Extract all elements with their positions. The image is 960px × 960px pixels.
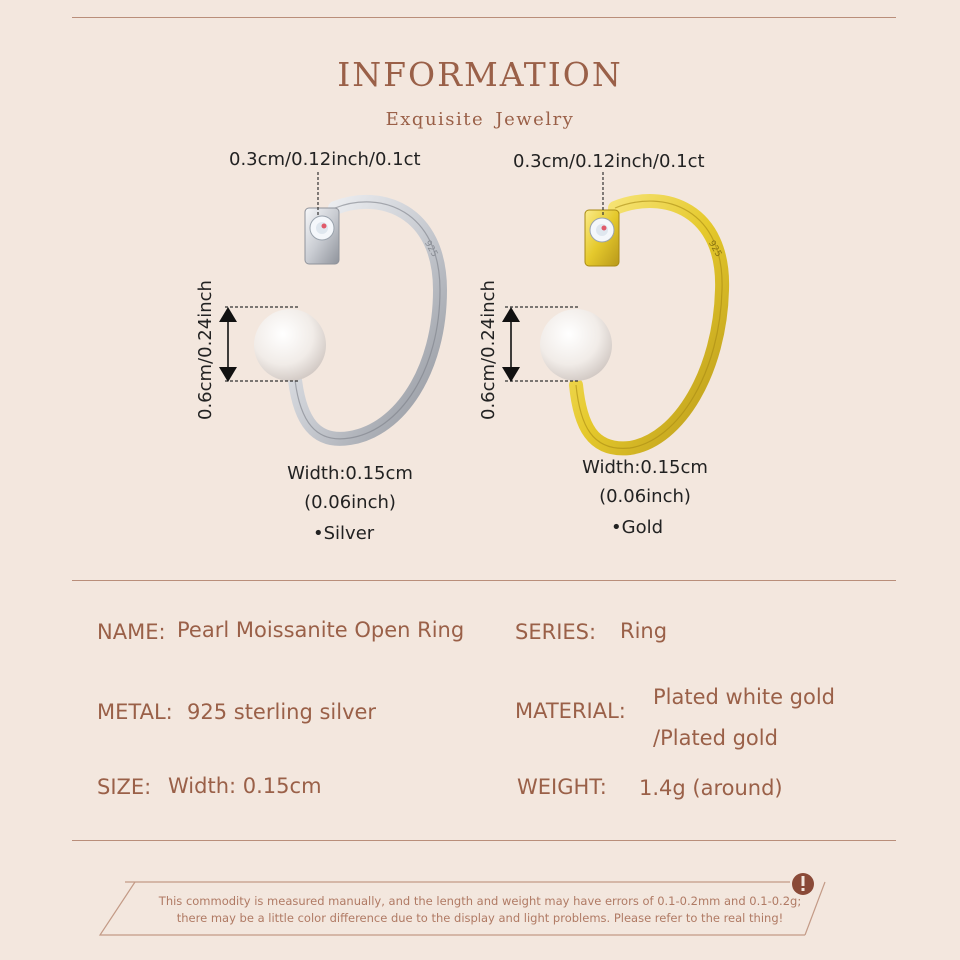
series-label: SERIES: (515, 620, 597, 644)
gold-diamond (585, 210, 619, 266)
size-value: Width: 0.15cm (168, 774, 322, 798)
gold-stamp: 925 (705, 239, 724, 259)
page-subtitle: Exquisite Jewelry (385, 109, 575, 130)
weight-label: WEIGHT: (517, 775, 607, 799)
silver-ring (219, 172, 440, 439)
disclaimer-line-1: This commodity is measured manually, and the length and weight may have errors of 0.1-0.2mm and 0.1-0.2g; (158, 894, 802, 908)
gold-stone-size: 0.3cm/0.12inch/0.1ct (513, 151, 705, 172)
silver-diamond (305, 208, 339, 264)
metal-label: METAL: (97, 700, 173, 724)
silver-width: Width:0.15cm (287, 463, 413, 484)
weight-value: 1.4g (around) (639, 776, 783, 800)
page-title: INFORMATION (337, 55, 623, 94)
gold-pearl-size: 0.6cm/0.24inch (478, 280, 499, 420)
gold-finish: •Gold (611, 517, 664, 538)
gold-ring (502, 172, 722, 448)
silver-stamp: 925 (421, 239, 440, 259)
silver-finish: •Silver (313, 523, 375, 544)
material-value-1: Plated white gold (653, 685, 836, 709)
middle-divider (72, 580, 896, 581)
disclaimer-notice (100, 893, 860, 927)
series-value: Ring (620, 619, 668, 643)
gold-pearl (540, 309, 612, 381)
disclaimer-line-2: there may be a little color difference due to the display and light problems. Please refer to the real thing! (176, 911, 784, 925)
name-label: NAME: (97, 620, 166, 644)
bottom-divider (72, 840, 896, 841)
silver-pearl-size: 0.6cm/0.24inch (195, 280, 216, 420)
silver-width-inch: (0.06inch) (304, 492, 396, 513)
material-value-2: /Plated gold (653, 726, 778, 750)
silver-stone-size: 0.3cm/0.12inch/0.1ct (229, 149, 421, 170)
material-label: MATERIAL: (515, 699, 626, 723)
name-value: Pearl Moissanite Open Ring (177, 618, 465, 642)
silver-pearl (254, 309, 326, 381)
metal-value: 925 sterling silver (187, 700, 377, 724)
size-label: SIZE: (97, 775, 152, 799)
gold-width: Width:0.15cm (582, 457, 708, 478)
gold-width-inch: (0.06inch) (599, 486, 691, 507)
